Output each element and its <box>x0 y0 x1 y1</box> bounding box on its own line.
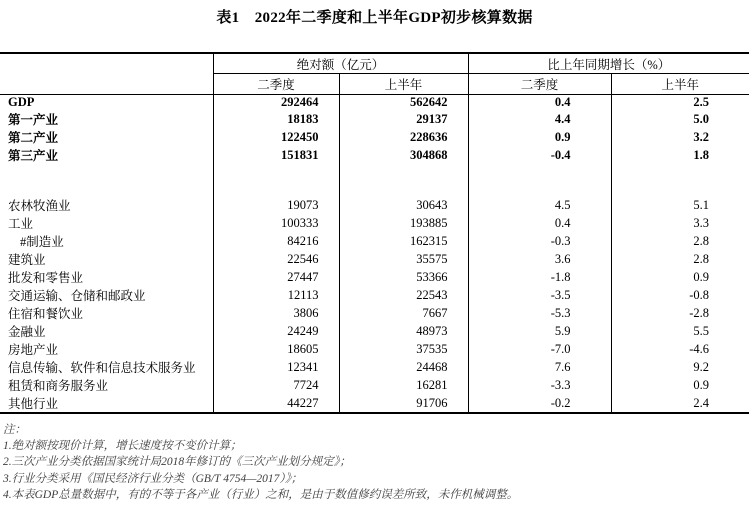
growth-h1-value: 0.9 <box>611 376 749 394</box>
row-label: 住宿和餐饮业 <box>8 307 84 321</box>
growth-h1-value: 1.8 <box>611 146 749 164</box>
abs-h1-value: 304868 <box>339 146 468 164</box>
header-group-row <box>0 53 749 74</box>
growth-h1-value: -0.8 <box>611 286 749 304</box>
table-row-finance <box>0 322 749 340</box>
growth-q2-value: -3.3 <box>468 376 611 394</box>
abs-h1-value: 91706 <box>339 394 468 413</box>
growth-q2-value: -0.3 <box>468 232 611 250</box>
growth-h1-value: -4.6 <box>611 340 749 358</box>
growth-h1-value: 5.0 <box>611 110 749 128</box>
abs-h1-value: 22543 <box>339 286 468 304</box>
row-label: 房地产业 <box>8 343 59 357</box>
abs-q2-value: 44227 <box>213 394 339 413</box>
gdp-table <box>0 52 749 414</box>
abs-q2-value: 22546 <box>213 250 339 268</box>
row-label: 批发和零售业 <box>8 271 84 285</box>
growth-q2-value: 4.4 <box>468 110 611 128</box>
table-row-hotels-catering <box>0 304 749 322</box>
growth-q2-value: 0.4 <box>468 214 611 232</box>
row-label: 信息传输、软件和信息技术服务业 <box>8 361 196 375</box>
abs-h1-value: 30643 <box>339 196 468 214</box>
growth-q2-value: -0.4 <box>468 146 611 164</box>
abs-q2-value: 27447 <box>213 268 339 286</box>
abs-h1-value: 29137 <box>339 110 468 128</box>
growth-h1-value: 0.9 <box>611 268 749 286</box>
abs-h1-value: 562642 <box>339 95 468 111</box>
note-line-1: 1.绝对额按现价计算，增长速度按不变价计算； <box>3 440 242 453</box>
table-row-information-technology <box>0 358 749 376</box>
note-line-2: 2.三次产业分类依据国家统计局2018年修订的《三次产业划分规定》； <box>3 456 351 469</box>
subheader-abs-h1: 上半年 <box>339 74 468 95</box>
table-row-secondary-industry <box>0 128 749 146</box>
abs-h1-value: 53366 <box>339 268 468 286</box>
abs-h1-value: 7667 <box>339 304 468 322</box>
growth-h1-value: 2.8 <box>611 250 749 268</box>
row-label: 第三产业 <box>8 149 59 163</box>
growth-q2-value: 3.6 <box>468 250 611 268</box>
row-label: 第二产业 <box>8 131 59 145</box>
growth-q2-value: -0.2 <box>468 394 611 413</box>
row-label: 建筑业 <box>8 253 46 267</box>
table-row-gdp <box>0 95 749 111</box>
abs-h1-value: 24468 <box>339 358 468 376</box>
growth-q2-value: 0.4 <box>468 95 611 111</box>
table-row-industry <box>0 214 749 232</box>
growth-h1-value: 2.8 <box>611 232 749 250</box>
spacer-row <box>0 164 749 196</box>
growth-q2-value: -1.8 <box>468 268 611 286</box>
row-label: #制造业 <box>20 235 64 249</box>
table-row-real-estate <box>0 340 749 358</box>
abs-q2-value: 100333 <box>213 214 339 232</box>
notes <box>0 422 749 503</box>
row-label: 农林牧渔业 <box>8 199 71 213</box>
subheader-growth-q2: 二季度 <box>468 74 611 95</box>
table-row-other-industries <box>0 394 749 413</box>
row-label: 金融业 <box>8 325 46 339</box>
note-line-4: 4.本表GDP总量数据中，有的不等于各产业（行业）之和，是由于数值修约误差所致，未作机械调整。 <box>3 488 519 501</box>
abs-q2-value: 19073 <box>213 196 339 214</box>
growth-h1-value: 2.4 <box>611 394 749 413</box>
growth-q2-value: -5.3 <box>468 304 611 322</box>
growth-h1-value: 5.1 <box>611 196 749 214</box>
abs-q2-value: 12113 <box>213 286 339 304</box>
row-label: GDP <box>8 95 35 109</box>
abs-q2-value: 292464 <box>213 95 339 111</box>
growth-h1-value: 3.2 <box>611 128 749 146</box>
table-row-primary-industry <box>0 110 749 128</box>
page-title: 表1 2022年二季度和上半年GDP初步核算数据 <box>216 10 533 26</box>
growth-q2-value: 5.9 <box>468 322 611 340</box>
table-row-tertiary-industry <box>0 146 749 164</box>
notes-heading: 注： <box>3 424 26 436</box>
abs-q2-value: 24249 <box>213 322 339 340</box>
abs-q2-value: 18183 <box>213 110 339 128</box>
page <box>0 6 749 503</box>
row-label: 租赁和商务服务业 <box>8 379 109 393</box>
abs-h1-value: 162315 <box>339 232 468 250</box>
growth-h1-value: 5.5 <box>611 322 749 340</box>
table-row-construction <box>0 250 749 268</box>
note-line-3: 3.行业分类采用《国民经济行业分类（GB/T 4754—2017）》； <box>3 472 303 485</box>
header-growth-group: 比上年同期增长（%） <box>468 53 749 74</box>
growth-q2-value: -7.0 <box>468 340 611 358</box>
abs-h1-value: 228636 <box>339 128 468 146</box>
table-row-manufacturing <box>0 232 749 250</box>
subheader-growth-h1: 上半年 <box>611 74 749 95</box>
abs-h1-value: 16281 <box>339 376 468 394</box>
table-row-wholesale-retail <box>0 268 749 286</box>
row-label: 其他行业 <box>8 397 59 411</box>
table-row-leasing-business-services <box>0 376 749 394</box>
row-label: 工业 <box>8 217 34 231</box>
growth-h1-value: -2.8 <box>611 304 749 322</box>
abs-q2-value: 3806 <box>213 304 339 322</box>
abs-h1-value: 48973 <box>339 322 468 340</box>
abs-q2-value: 84216 <box>213 232 339 250</box>
header-absolute-group: 绝对额（亿元） <box>213 53 468 74</box>
abs-q2-value: 7724 <box>213 376 339 394</box>
growth-h1-value: 9.2 <box>611 358 749 376</box>
abs-h1-value: 193885 <box>339 214 468 232</box>
header-corner-cell <box>0 53 213 95</box>
growth-h1-value: 3.3 <box>611 214 749 232</box>
abs-h1-value: 37535 <box>339 340 468 358</box>
abs-h1-value: 35575 <box>339 250 468 268</box>
subheader-abs-q2: 二季度 <box>213 74 339 95</box>
abs-q2-value: 12341 <box>213 358 339 376</box>
table-row-transport-storage-post <box>0 286 749 304</box>
row-label: 第一产业 <box>8 113 59 127</box>
table-row-agriculture <box>0 196 749 214</box>
abs-q2-value: 151831 <box>213 146 339 164</box>
row-label: 交通运输、仓储和邮政业 <box>8 289 146 303</box>
abs-q2-value: 18605 <box>213 340 339 358</box>
growth-q2-value: 4.5 <box>468 196 611 214</box>
growth-q2-value: -3.5 <box>468 286 611 304</box>
growth-h1-value: 2.5 <box>611 95 749 111</box>
abs-q2-value: 122450 <box>213 128 339 146</box>
growth-q2-value: 0.9 <box>468 128 611 146</box>
growth-q2-value: 7.6 <box>468 358 611 376</box>
